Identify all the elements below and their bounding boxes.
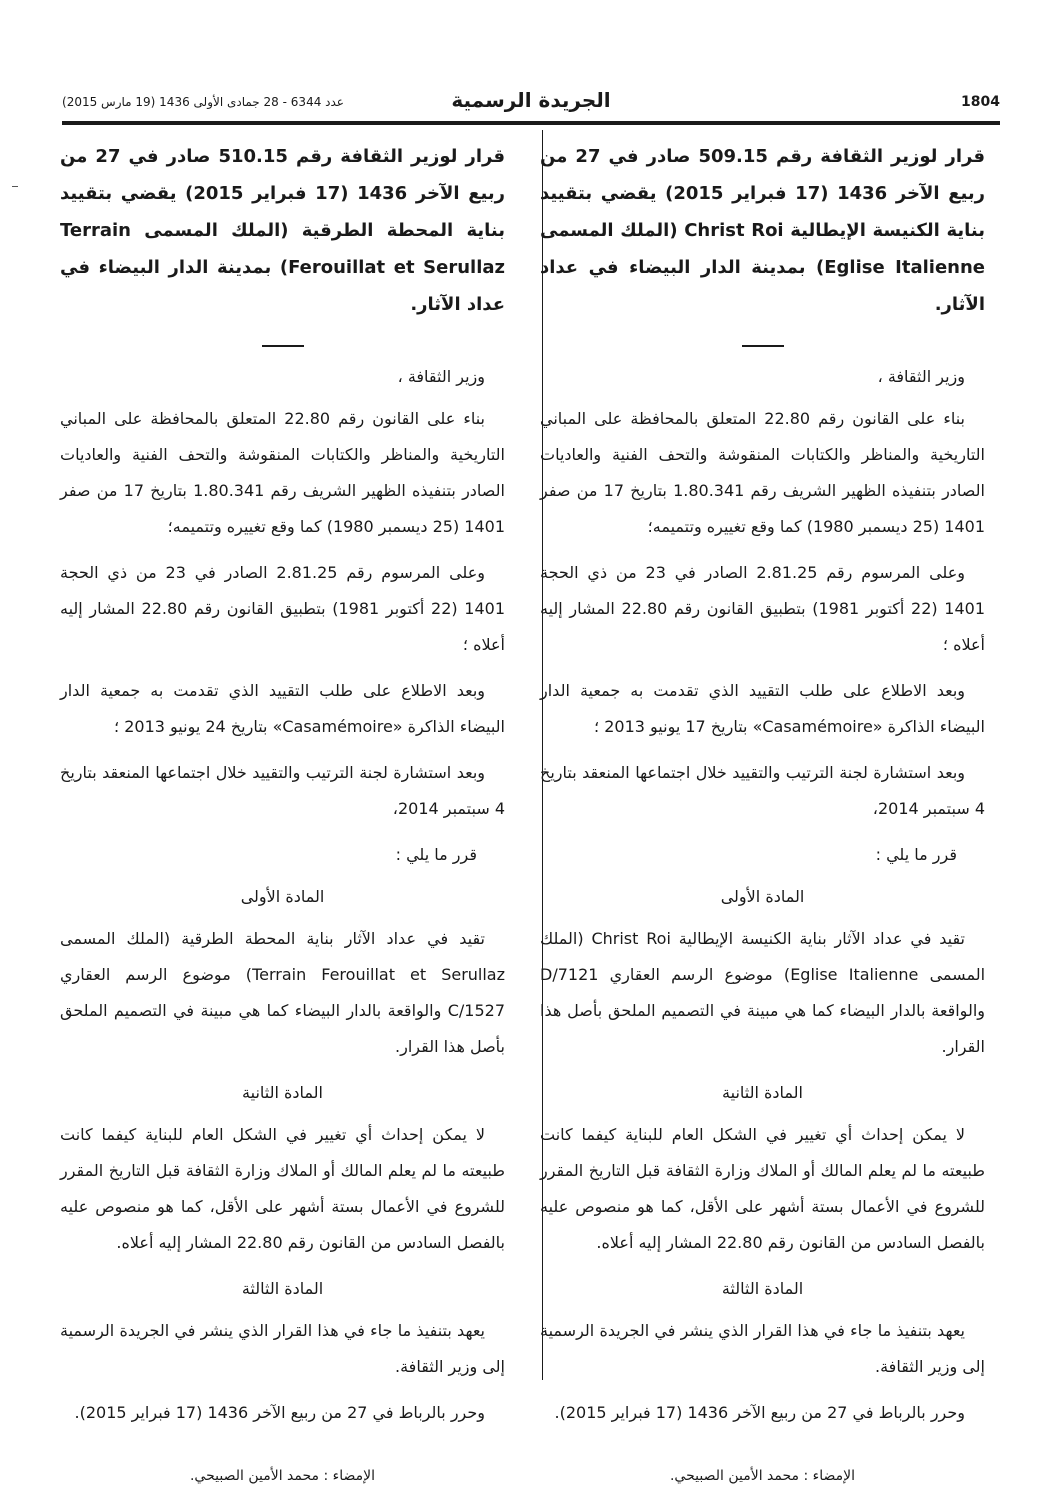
minister-line: وزير الثقافة ،	[397, 367, 485, 386]
page-number: 1804	[961, 94, 1000, 110]
issue-info: عدد 6344 - 28 جمادى الأولى 1436 (19 مارس 2015)	[62, 95, 344, 109]
article-1-title: المادة الأولى	[240, 887, 325, 906]
margin-mark	[12, 186, 18, 187]
closing-line: وحرر بالرباط في 27 من ربيع الآخر 1436 (17 فبراير 2015).	[74, 1403, 485, 1422]
decision-510-column	[60, 138, 505, 1491]
signature-line: الإمضاء : محمد الأمين الصبيحي.	[189, 1468, 375, 1484]
preamble-consultation: وبعد استشارة لجنة الترتيب والتقييد خلال اجتماعها المنعقد بتاريخ 4 سبتمبر 2014،	[60, 763, 505, 818]
article-2-text: لا يمكن إحداث أي تغيير في الشكل العام للبناية كيفما كانت طبيعته ما لم يعلم المالك أو الملاك وزارة الثقافة قبل التاريخ المقرر للشروع في الأعمال بستة أشهر على الأقل، كما هو منصوص عليه بالفصل السادس من القانون رقم 22.80 المشار إليه أعلاه.	[540, 1125, 985, 1252]
article-1-text: تقيد في عداد الآثار بناية المحطة الطرقية (الملك المسمى Terrain Ferouillat et Serullaz) موضوع الرسم العقاري C/1527 والواقعة بالدار البيضاء كما هي مبينة في التصميم الملحق بأصل هذا القرار.	[60, 929, 506, 1056]
preamble-decree: وعلى المرسوم رقم 2.81.25 الصادر في 23 من ذي الحجة 1401 (22 أكتوبر 1981) بتطبيق القانون رقم 22.80 المشار إليه أعلاه ؛	[60, 563, 506, 654]
header-rule	[62, 121, 1000, 125]
minister-line: وزير الثقافة ،	[877, 367, 965, 386]
article-1-title: المادة الأولى	[720, 887, 805, 906]
preamble-decree: وعلى المرسوم رقم 2.81.25 الصادر في 23 من ذي الحجة 1401 (22 أكتوبر 1981) بتطبيق القانون رقم 22.80 المشار إليه أعلاه ؛	[540, 563, 986, 654]
title-separator	[262, 345, 304, 347]
decided-line: قرر ما يلي :	[875, 845, 957, 864]
article-3-text: يعهد بتنفيذ ما جاء في هذا القرار الذي ينشر في الجريدة الرسمية إلى وزير الثقافة.	[540, 1321, 985, 1376]
gazette-title: الجريدة الرسمية	[451, 88, 611, 112]
article-2-title: المادة الثانية	[722, 1083, 803, 1102]
decision-title: قرار لوزير الثقافة رقم 510.15 صادر في 27 من ربيع الآخر 1436 (17 فبراير 2015) يقضي بتقييد بناية المحطة الطرقية (الملك المسمى Terrain Ferouillat et Serullaz) بمدينة الدار البيضاء في عداد الآثار.	[60, 146, 506, 315]
article-3-text: يعهد بتنفيذ ما جاء في هذا القرار الذي ينشر في الجريدة الرسمية إلى وزير الثقافة.	[60, 1321, 505, 1376]
preamble-law: بناء على القانون رقم 22.80 المتعلق بالمحافظة على المباني التاريخية والمناظر والكتابات المنقوشة والتحف الفنية والعاديات الصادر بتنفيذه الظهير الشريف رقم 1.80.341 بتاريخ 17 من صفر 1401 (25 ديسمبر 1980) كما وقع تغييره وتتميمه؛	[540, 409, 985, 536]
decision-title: قرار لوزير الثقافة رقم 509.15 صادر في 27 من ربيع الآخر 1436 (17 فبراير 2015) يقضي بتقييد بناية الكنيسة الإيطالية Christ Roi (الملك المسمى Eglise Italienne) بمدينة الدار البيضاء في عداد الآثار.	[540, 146, 986, 315]
article-2-title: المادة الثانية	[242, 1083, 323, 1102]
preamble-law: بناء على القانون رقم 22.80 المتعلق بالمحافظة على المباني التاريخية والمناظر والكتابات المنقوشة والتحف الفنية والعاديات الصادر بتنفيذه الظهير الشريف رقم 1.80.341 بتاريخ 17 من صفر 1401 (25 ديسمبر 1980) كما وقع تغييره وتتميمه؛	[60, 409, 505, 536]
preamble-request: وبعد الاطلاع على طلب التقييد الذي تقدمت به جمعية الدار البيضاء الذاكرة «Casamémoire» بتاريخ 24 يونيو 2013 ؛	[60, 681, 505, 736]
article-2-text: لا يمكن إحداث أي تغيير في الشكل العام للبناية كيفما كانت طبيعته ما لم يعلم المالك أو الملاك وزارة الثقافة قبل التاريخ المقرر للشروع في الأعمال بستة أشهر على الأقل، كما هو منصوص عليه بالفصل السادس من القانون رقم 22.80 المشار إليه أعلاه.	[60, 1125, 505, 1252]
signature-line: الإمضاء : محمد الأمين الصبيحي.	[669, 1468, 855, 1484]
decided-line: قرر ما يلي :	[395, 845, 477, 864]
article-3-title: المادة الثالثة	[721, 1279, 804, 1298]
preamble-consultation: وبعد استشارة لجنة الترتيب والتقييد خلال اجتماعها المنعقد بتاريخ 4 سبتمبر 2014،	[540, 763, 985, 818]
closing-line: وحرر بالرباط في 27 من ربيع الآخر 1436 (17 فبراير 2015).	[554, 1403, 965, 1422]
article-3-title: المادة الثالثة	[241, 1279, 324, 1298]
decision-509-column	[540, 138, 985, 1491]
article-1-text: تقيد في عداد الآثار بناية الكنيسة الإيطالية Christ Roi (الملك المسمى Eglise Italienne) موضوع الرسم العقاري D/7121 والواقعة بالدار البيضاء كما هي مبينة في التصميم الملحق بأصل هذا القرار.	[540, 929, 986, 1056]
title-separator	[742, 345, 784, 347]
preamble-request: وبعد الاطلاع على طلب التقييد الذي تقدمت به جمعية الدار البيضاء الذاكرة «Casamémoire» بتاريخ 17 يونيو 2013 ؛	[540, 681, 985, 736]
page-header	[62, 88, 1000, 118]
